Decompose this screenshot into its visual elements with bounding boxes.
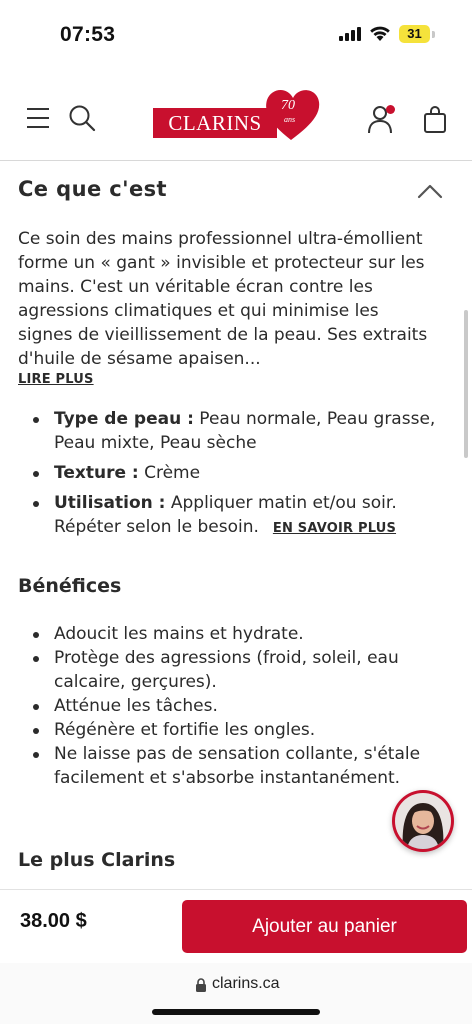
signal-icon bbox=[339, 27, 361, 41]
lock-icon bbox=[195, 978, 207, 992]
spec-value: Appliquer matin et/ou soir. Répéter selon le besoin. bbox=[54, 493, 397, 537]
site-header bbox=[0, 78, 472, 158]
search-icon[interactable] bbox=[68, 104, 96, 132]
product-price: 38.00 $ bbox=[20, 910, 87, 932]
spec-label: Utilisation : bbox=[54, 493, 166, 513]
product-description: Ce soin des mains professionnel ultra-émollient forme un « gant » invisible et protecteur sur les mains. C'est un véritable écran contre les agressions climatiques et qui minimise les signes de vieillissement de la peau. Ses extraits d'huile de sésame apaisen... bbox=[18, 229, 428, 369]
menu-icon[interactable] bbox=[27, 108, 49, 128]
section-title[interactable]: Ce que c'est bbox=[18, 177, 167, 201]
list-item: Régénère et fortifie les ongles. bbox=[18, 718, 438, 742]
spec-label: Type de peau : bbox=[54, 409, 194, 429]
url-text[interactable]: clarins.ca bbox=[212, 975, 280, 992]
list-item: Adoucit les mains et hydrate. bbox=[18, 622, 438, 646]
scrollbar[interactable] bbox=[464, 310, 468, 458]
learn-more-link[interactable]: EN SAVOIR PLUS bbox=[272, 521, 397, 536]
browser-url-bar[interactable] bbox=[0, 963, 472, 1024]
spec-skin-type bbox=[18, 407, 438, 455]
advisor-avatar-icon bbox=[395, 793, 451, 849]
more-clarins-title[interactable]: Le plus Clarins bbox=[18, 849, 176, 871]
list-item: Atténue les tâches. bbox=[18, 694, 438, 718]
notification-dot bbox=[386, 105, 395, 114]
benefits-title: Bénéfices bbox=[18, 575, 122, 597]
list-item: Protège des agressions (froid, soleil, eau calcaire, gerçures). bbox=[18, 646, 438, 694]
anniversary-label: ans bbox=[284, 115, 296, 124]
spec-value: Peau normale, Peau grasse, Peau mixte, Peau sèche bbox=[54, 409, 436, 453]
header-divider bbox=[0, 160, 472, 161]
spec-value: Crème bbox=[144, 463, 201, 483]
wifi-icon bbox=[369, 24, 391, 42]
battery-icon: 31 bbox=[399, 25, 430, 43]
spec-texture bbox=[18, 461, 438, 485]
list-item: Ne laisse pas de sensation collante, s'étale facilement et s'absorbe instantanément. bbox=[18, 742, 438, 790]
bag-icon[interactable] bbox=[423, 106, 447, 134]
status-time: 07:53 bbox=[60, 23, 116, 46]
product-specs bbox=[18, 407, 438, 547]
logo-text: CLARINS bbox=[168, 111, 262, 135]
read-more-link[interactable]: LIRE PLUS bbox=[18, 372, 94, 387]
chat-avatar-button[interactable] bbox=[392, 790, 454, 852]
add-to-cart-button[interactable]: Ajouter au panier bbox=[182, 900, 467, 953]
purchase-bar bbox=[0, 889, 472, 963]
battery-tip bbox=[432, 31, 435, 38]
status-bar bbox=[0, 0, 472, 68]
home-indicator[interactable] bbox=[152, 1009, 320, 1015]
clarins-logo[interactable] bbox=[153, 84, 321, 150]
anniversary-number: 70 bbox=[281, 98, 295, 113]
benefits-list bbox=[18, 622, 438, 790]
spec-usage bbox=[18, 491, 438, 541]
spec-label: Texture : bbox=[54, 463, 139, 483]
chevron-up-icon[interactable] bbox=[417, 183, 443, 199]
